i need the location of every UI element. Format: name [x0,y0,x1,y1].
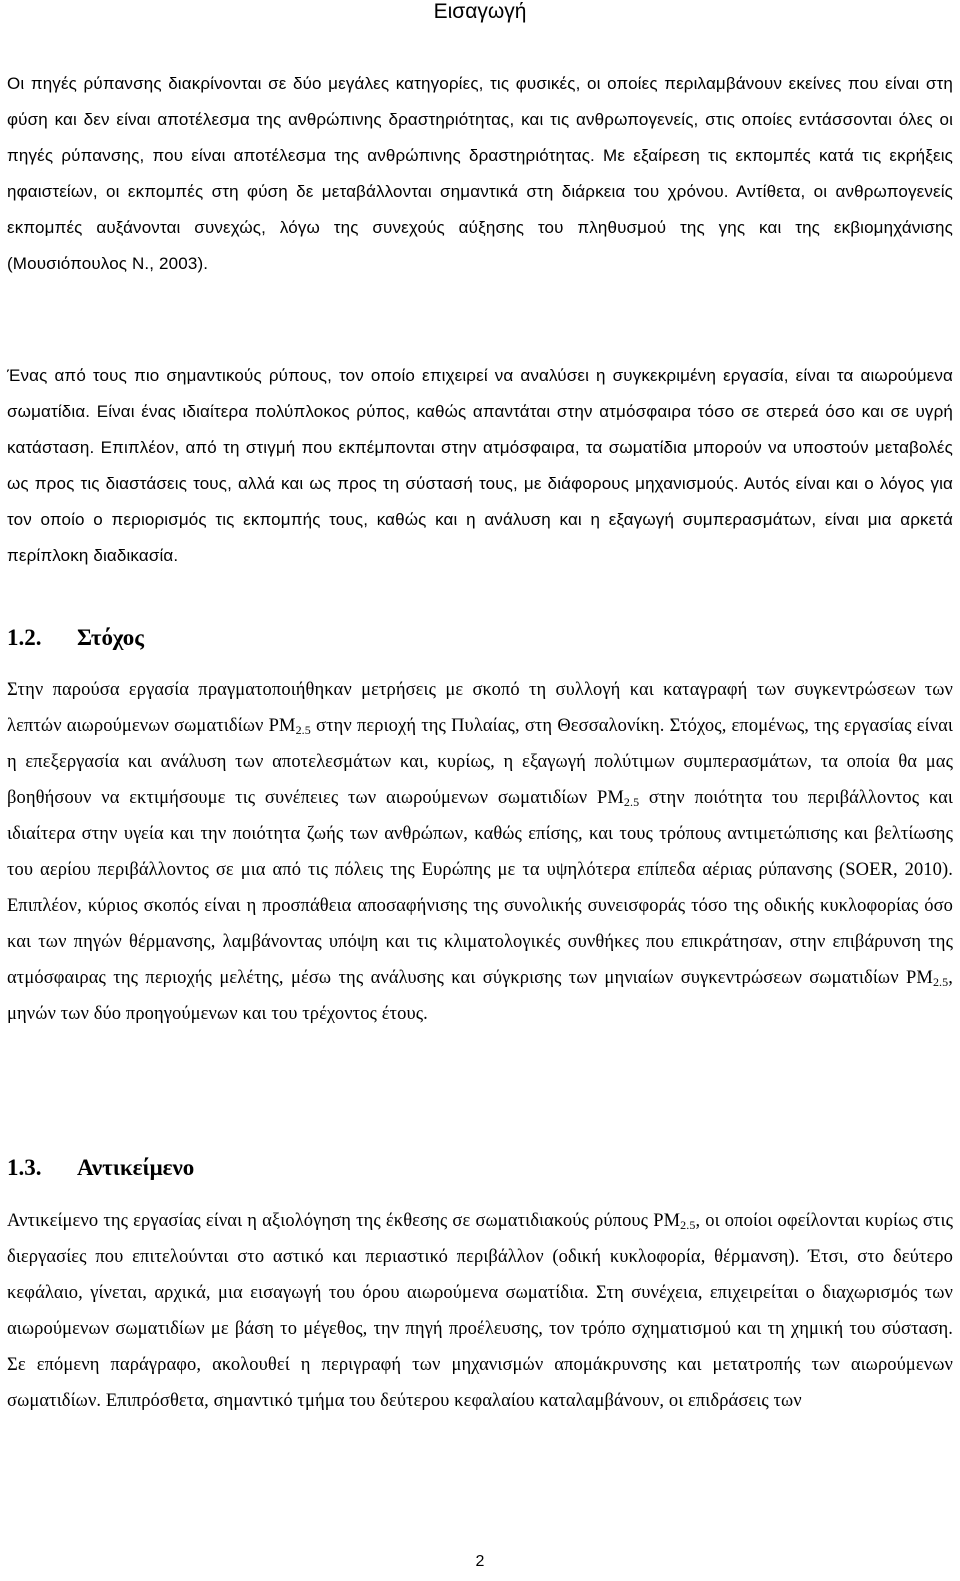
section-title: Στόχος [77,625,144,650]
subject-paragraph [7,1203,953,1419]
pm-subscript: 2.5 [623,795,640,809]
chapter-title: Εισαγωγή [433,0,527,23]
goal-text-a: Στην παρούσα εργασία πραγματοποιήθηκαν μετρήσεις με σκοπό τη συλλογή και καταγραφή των συγκεντρώσεων των λεπτών αιωρούμενων σωματιδίων PM [7,680,953,736]
section-title: Αντικείμενο [77,1155,195,1180]
pm-subscript: 2.5 [295,723,311,737]
pm-subscript: 2.5 [680,1218,696,1232]
goal-paragraph [7,672,953,1032]
goal-text-b: στην περιοχή της Πυλαίας, στη Θεσσαλονίκη. Στόχος, επομένως, της εργασίας είναι η επεξεργασία και ανάλυση των αποτελεσμάτων και, κυρίως, η εξαγωγή πολύτιμων συμπερασμάτων, τα οποία θα μας βοηθήσουν να εκτιμήσουμε τις συνέπειες των αιωρούμενων σωματιδίων PM [7,716,954,808]
section-heading-goal [7,624,144,652]
page-number: 2 [475,1553,485,1570]
intro-paragraph-1: Οι πηγές ρύπανσης διακρίνονται σε δύο μεγάλες κατηγορίες, τις φυσικές, οι οποίες περιλαμβάνουν εκείνες που είναι στη φύση και δεν είναι αποτέλεσμα της ανθρώπινης δραστηριότητας, και τις ανθρωπογενείς, στις οποίες εντάσσονται όλες οι πηγές ρύπανσης, που είναι αποτέλεσμα της ανθρώπινης δραστηριότητας. Με εξαίρεση τις εκπομπές κατά τις εκρήξεις ηφαιστείων, οι εκπομπές στη φύση δε μεταβάλλονται σημαντικά στη διάρκεια του χρόνου. Αντίθετα, οι ανθρωπογενείς εκπομπές αυξάνονται συνεχώς, λόγω της συνεχούς αύξησης του πληθυσμού της γης και της εκβιομηχάνισης (Μουσιόπουλος Ν., 2003). [7,74,953,273]
section-number: 1.2. [7,625,42,650]
subject-text-b: , οι οποίοι οφείλονται κυρίως στις διεργασίες που επιτελούνται στο αστικό και περιαστικό περιβάλλον (οδική κυκλοφορία, θέρμανση). Έτσι, στο δεύτερο κεφάλαιο, γίνεται, αρχικά, μια εισαγωγή του όρου αιωρούμενα σωματίδια. Στη συνέχεια, επιχειρείται ο διαχωρισμός των αιωρούμενων σωματιδίων με βάση το μέγεθος, την πηγή προέλευσης, τον τρόπο σχηματισμού και τη χημική του σύσταση. Σε επόμενη παράγραφο, ακολουθεί η περιγραφή των μηχανισμών απομάκρυνσης και μετατροπής των αιωρούμενων σωματιδίων. Επιπρόσθετα, σημαντικό τμήμα του δεύτερου κεφαλαίου καταλαμβάνουν, οι επιδράσεις των [7,1211,953,1411]
goal-text-d: , μηνών των δύο προηγούμενων και του τρέχοντος έτους. [7,968,953,1024]
goal-text-c: στην ποιότητα του περιβάλλοντος και ιδιαίτερα στην υγεία και την ποιότητα ζωής των ανθρώπων, καθώς επίσης, και τους τρόπους αντιμετώπισης και βελτίωσης του αερίου περιβάλλοντος σε μια από τις πόλεις της Ευρώπης με τα υψηλότερα επίπεδα αέριας ρύπανσης (SOER, 2010). Επιπλέον, κύριος σκοπός είναι η προσπάθεια αποσαφήνισης της συνολικής συνεισφοράς τόσο της οδικής κυκλοφορίας όσο και των πηγών θέρμανσης, λαμβάνοντας υπόψη και τις κλιματολογικές συνθήκες που επικράτησαν, στην επιβάρυνση της ατμόσφαιρας της περιοχής μελέτης, μέσω της ανάλυσης και σύγκρισης των μηνιαίων συγκεντρώσεων σωματιδίων PM [7,788,953,988]
subject-text-a: Αντικείμενο της εργασίας είναι η αξιολόγηση της έκθεσης σε σωματιδιακούς ρύπους PM [7,1211,681,1231]
section-heading-subject [7,1154,194,1182]
pm-subscript: 2.5 [932,975,949,989]
section-number: 1.3. [7,1155,42,1180]
intro-paragraph-2: Ένας από τους πιο σημαντικούς ρύπους, τον οποίο επιχειρεί να αναλύσει η συγκεκριμένη εργασία, είναι τα αιωρούμενα σωματίδια. Είναι ένας ιδιαίτερα πολύπλοκος ρύπος, καθώς απαντάται στην ατμόσφαιρα τόσο σε στερεά όσο και σε υγρή κατάσταση. Επιπλέον, από τη στιγμή που εκπέμπονται στην ατμόσφαιρα, τα σωματίδια μπορούν να υποστούν μεταβολές ως προς τις διαστάσεις τους, αλλά και ως προς τη σύστασή τους, με διάφορους μηχανισμούς. Αυτός είναι και ο λόγος για τον οποίο ο περιορισμός τις εκπομπής τους, καθώς και η ανάλυση και η εξαγωγή συμπερασμάτων, είναι μια αρκετά περίπλοκη διαδικασία. [7,366,953,565]
